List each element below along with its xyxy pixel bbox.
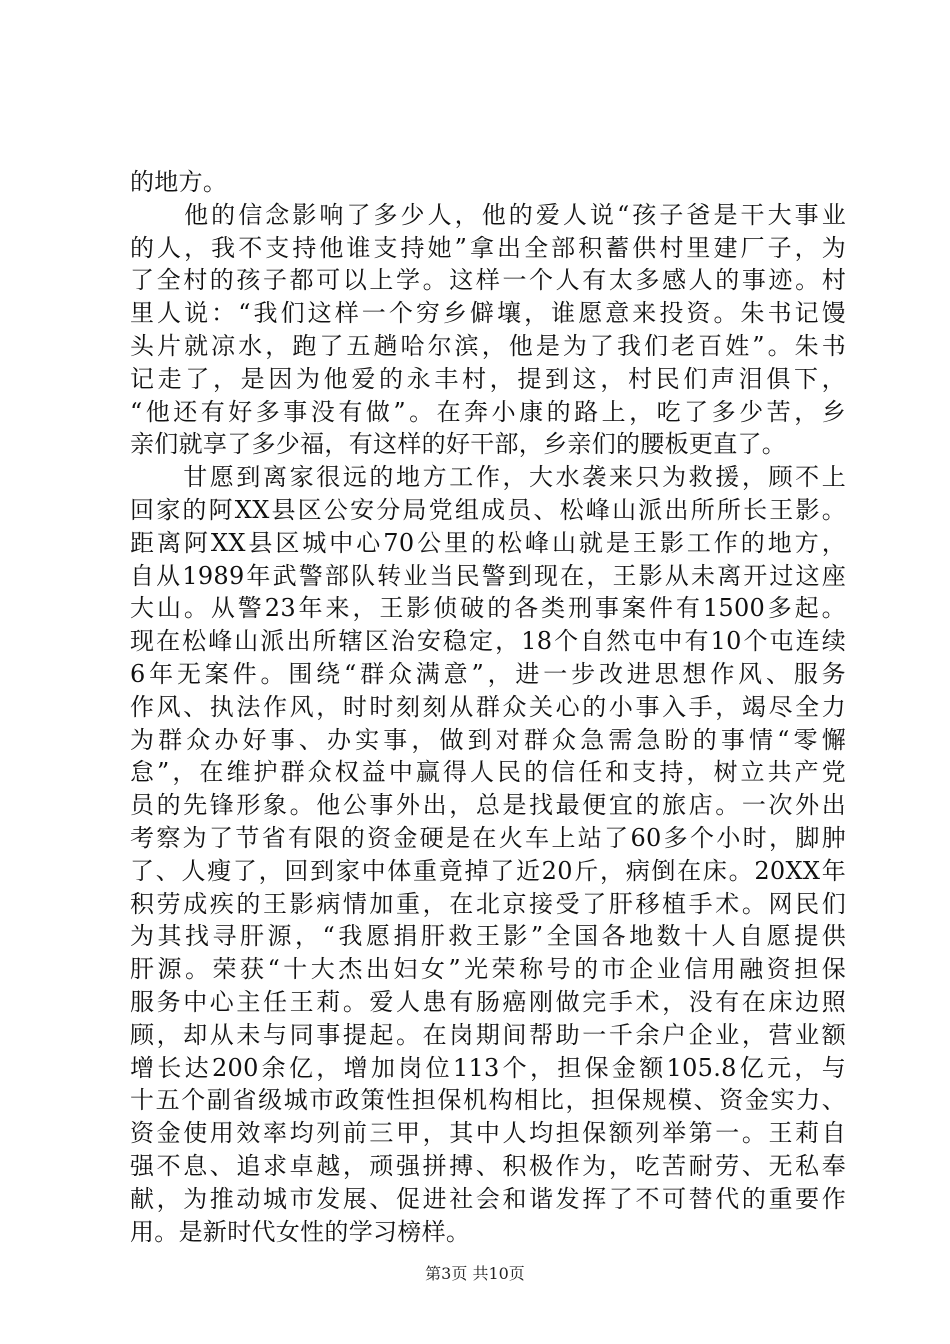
text-line: 里人说：“我们这样一个穷乡僻壤，谁愿意来投资。朱书记馒 — [130, 299, 846, 328]
text-line: 6年无案件。围绕“群众满意”，进一步改进思想作风、服务 — [130, 659, 846, 688]
text-line: 回家的阿XX县区公安分局党组成员、松峰山派出所所长王影。 — [130, 495, 846, 524]
text-line: 他的信念影响了多少人，他的爱人说“孩子爸是干大事业 — [130, 200, 846, 229]
body-text — [130, 166, 846, 1248]
text-line: 积劳成疾的王影病情加重，在北京接受了肝移植手术。网民们 — [130, 889, 846, 918]
page-number-label: 第3页 共10页 — [425, 1264, 525, 1283]
text-line: 献，为推动城市发展、促进社会和谐发挥了不可替代的重要作 — [130, 1184, 846, 1213]
text-line: 肝源。荣获“十大杰出妇女”光荣称号的市企业信用融资担保 — [130, 955, 846, 984]
text-line: 了全村的孩子都可以上学。这样一个人有太多感人的事迹。村 — [130, 266, 846, 295]
text-line: 亲们就享了多少福，有这样的好干部，乡亲们的腰板更直了。 — [130, 430, 787, 459]
text-line: 考察为了节省有限的资金硬是在火车上站了60多个小时，脚肿 — [130, 823, 846, 852]
text-line: 增长达200余亿，增加岗位113个，担保金额105.8亿元，与 — [130, 1053, 846, 1082]
text-line: 资金使用效率均列前三甲，其中人均担保额列举第一。王莉自 — [130, 1119, 846, 1148]
text-line: 为群众办好事、办实事，做到对群众急需急盼的事情“零懈 — [130, 725, 846, 754]
text-line: 顾，却从未与同事提起。在岗期间帮助一千余户企业，营业额 — [130, 1020, 846, 1049]
text-line: 怠”，在维护群众权益中赢得人民的信任和支持，树立共产党 — [130, 758, 846, 787]
text-line: 用。是新时代女性的学习榜样。 — [130, 1217, 471, 1246]
text-line: 员的先锋形象。他公事外出，总是找最便宜的旅店。一次外出 — [130, 791, 846, 820]
text-line: 的地方。 — [130, 168, 228, 196]
text-line: 十五个副省级城市政策性担保机构相比，担保规模、资金实力、 — [130, 1086, 846, 1115]
text-line: 头片就凉水，跑了五趟哈尔滨，他是为了我们老百姓”。朱书 — [130, 331, 846, 360]
text-line: 的人，我不支持他谁支持她”拿出全部积蓄供村里建厂子，为 — [130, 233, 846, 262]
text-line: 为其找寻肝源，“我愿捐肝救王影”全国各地数十人自愿提供 — [130, 922, 846, 951]
text-line: 服务中心主任王莉。爱人患有肠癌刚做完手术，没有在床边照 — [130, 987, 846, 1016]
text-line: 距离阿XX县区城中心70公里的松峰山就是王影工作的地方， — [130, 528, 846, 557]
text-line: 了、人瘦了，回到家中体重竟掉了近20斤，病倒在床。20XX年 — [130, 856, 846, 885]
text-line: 大山。从警23年来，王影侦破的各类刑事案件有1500多起。 — [130, 594, 846, 623]
text-line: 记走了，是因为他爱的永丰村，提到这，村民们声泪俱下， — [130, 364, 846, 393]
text-line: 现在松峰山派出所辖区治安稳定，18个自然屯中有10个屯连续 — [130, 627, 846, 656]
text-line: “他还有好多事没有做”。在奔小康的路上，吃了多少苦，乡 — [130, 397, 846, 426]
text-line: 自从1989年武警部队转业当民警到现在，王影从未离开过这座 — [130, 561, 846, 590]
text-line: 甘愿到离家很远的地方工作，大水袭来只为救援，顾不上 — [130, 463, 846, 492]
page-footer — [0, 1264, 950, 1284]
text-line: 强不息、追求卓越，顽强拼搏、积极作为，吃苦耐劳、无私奉 — [130, 1151, 846, 1180]
text-line: 作风、执法作风，时时刻刻从群众关心的小事入手，竭尽全力 — [130, 692, 846, 721]
